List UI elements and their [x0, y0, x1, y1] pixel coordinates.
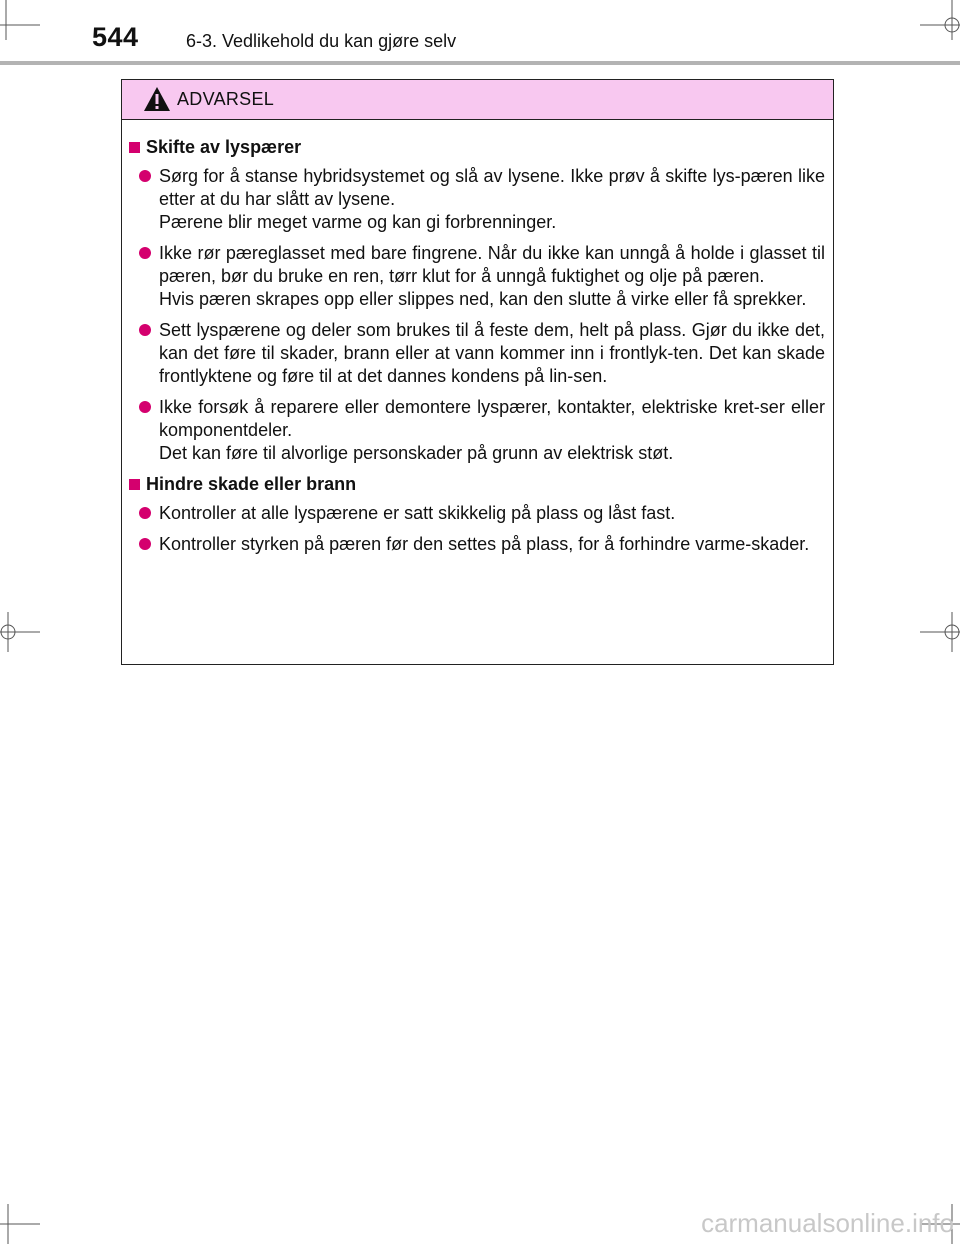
square-bullet-icon — [129, 142, 140, 153]
warning-box — [121, 79, 834, 665]
warning-triangle-icon — [143, 86, 171, 112]
list-item — [139, 319, 825, 388]
list-item — [139, 396, 825, 465]
item-text: Det kan føre til alvorlige personskader på grunn av elektrisk støt. — [159, 443, 674, 463]
warning-section — [128, 473, 825, 556]
round-bullet-icon — [139, 507, 151, 519]
crop-mark-bottom-left-icon — [0, 1204, 40, 1244]
round-bullet-icon — [139, 170, 151, 182]
item-text: Ikke rør pæreglasset med bare fingrene. Når du ikke kan unngå å holde i glasset til pæren, bør du bruke en ren, tørr klut for å unngå fuktighet og olje på pæren. — [159, 243, 825, 286]
round-bullet-icon — [139, 247, 151, 259]
list-item — [139, 502, 825, 525]
round-bullet-icon — [139, 538, 151, 550]
item-text: Ikke forsøk å reparere eller demontere lyspærer, kontakter, elektriske kret-ser eller komponentdeler. — [159, 397, 825, 440]
warning-label: ADVARSEL — [177, 89, 275, 109]
crop-mark-top-right-icon — [920, 0, 960, 40]
item-text: Hvis pæren skrapes opp eller slippes ned, kan den slutte å virke eller få sprekker. — [159, 289, 807, 309]
warning-body — [122, 120, 833, 556]
section-heading: Hindre skade eller brann — [128, 473, 825, 496]
square-bullet-icon — [129, 479, 140, 490]
crop-mark-top-left-icon — [0, 0, 40, 40]
round-bullet-icon — [139, 324, 151, 336]
section-title: 6-3. Vedlikehold du kan gjøre selv — [186, 31, 457, 51]
item-text: Sørg for å stanse hybridsystemet og slå av lysene. Ikke prøv å skifte lys-pæren like etter at du har slått av lysene. — [159, 166, 825, 209]
item-text: Kontroller styrken på pæren før den settes på plass, for å forhindre varme-skader. — [159, 534, 810, 554]
watermark: carmanualsonline.info — [701, 1208, 954, 1238]
round-bullet-icon — [139, 401, 151, 413]
warning-section — [128, 136, 825, 465]
list-item — [139, 533, 825, 556]
crop-mark-mid-right-icon — [920, 612, 960, 652]
section-heading: Skifte av lyspærer — [128, 136, 825, 159]
list-item — [139, 242, 825, 311]
page-number: 544 — [92, 22, 139, 52]
warning-header — [122, 80, 833, 120]
list-item — [139, 165, 825, 234]
item-text: Kontroller at alle lyspærene er satt skikkelig på plass og låst fast. — [159, 503, 676, 523]
item-text: Pærene blir meget varme og kan gi forbrenninger. — [159, 212, 557, 232]
header-rule — [0, 61, 960, 65]
item-text: Sett lyspærene og deler som brukes til å feste dem, helt på plass. Gjør du ikke det, kan det føre til skader, brann eller at vann kommer inn i frontlyk-ten. Det kan skade frontlyktene og føre til at det dannes kondens på lin-sen. — [159, 320, 825, 386]
crop-mark-mid-left-icon — [0, 612, 40, 652]
